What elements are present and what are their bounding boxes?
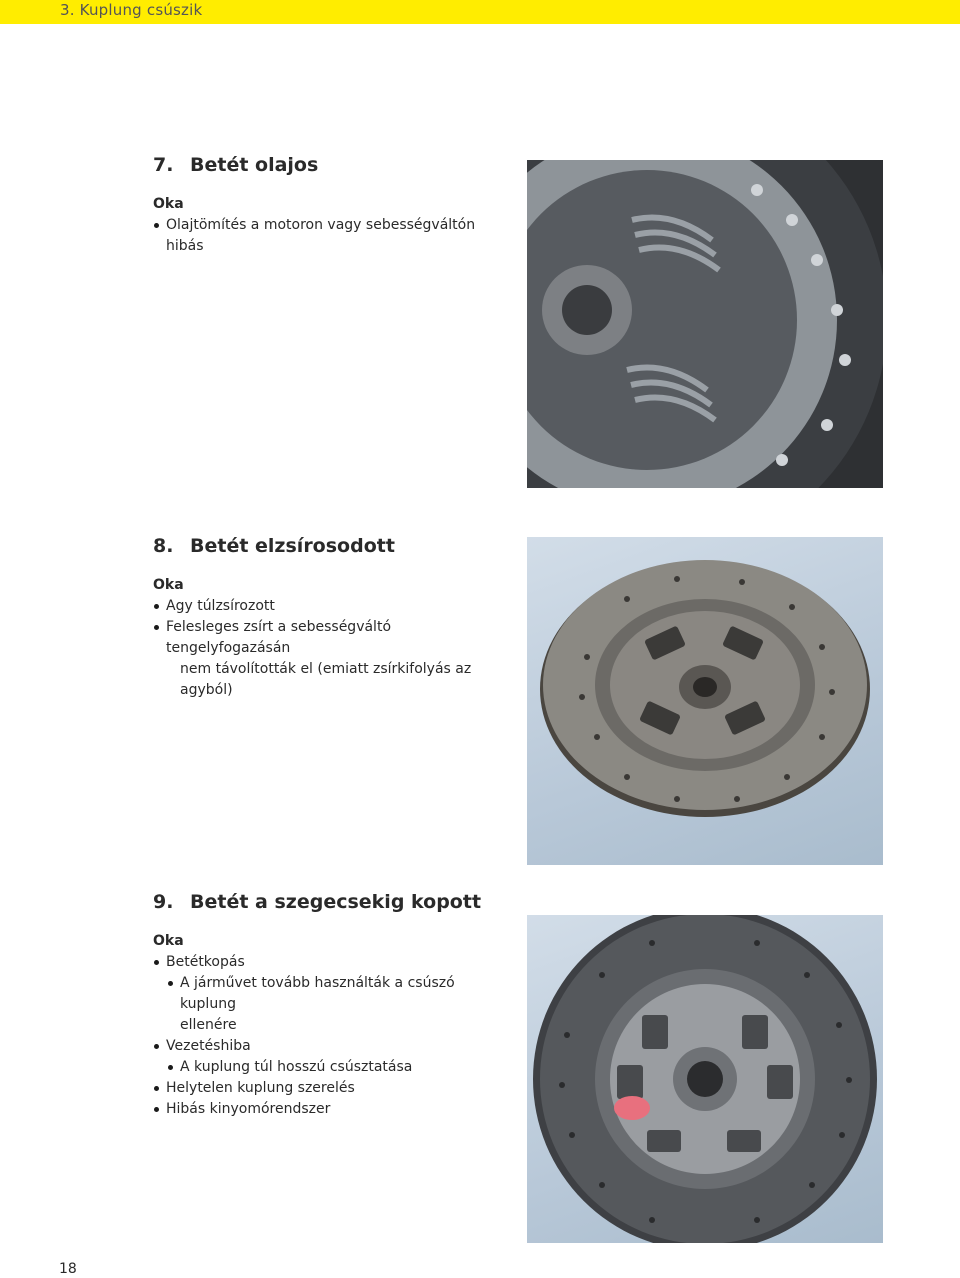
list-item-continuation: nem távolították el (emiatt zsírkifolyás az agyból) xyxy=(180,661,472,698)
cause-list xyxy=(153,596,513,701)
list-item: Agy túlzsírozott xyxy=(153,596,513,617)
list-item: Olajtömítés a motoron vagy sebességváltón hibás xyxy=(153,215,513,257)
header-bar xyxy=(0,0,960,24)
section-heading: Betét olajos xyxy=(190,154,319,176)
section-number: 9. xyxy=(153,891,174,913)
photo-oily-lining xyxy=(527,160,883,488)
section-7 xyxy=(153,153,513,257)
section-8 xyxy=(153,534,513,701)
cause-list xyxy=(153,952,513,1120)
page-number: 18 xyxy=(59,1261,77,1277)
cause-label: Oka xyxy=(153,196,184,212)
cause-label: Oka xyxy=(153,577,184,593)
chapter-title: 3. Kuplung csúszik xyxy=(60,1,203,19)
list-subitem: A kuplung túl hosszú csúsztatása xyxy=(153,1057,513,1078)
photo-worn-lining xyxy=(527,915,883,1243)
clutch-disc-photo-8 xyxy=(527,537,883,865)
section-heading: Betét elzsírosodott xyxy=(190,535,395,557)
section-number: 7. xyxy=(153,154,174,176)
list-item-continuation: ellenére xyxy=(180,1017,237,1033)
section-number: 8. xyxy=(153,535,174,557)
section-9 xyxy=(153,890,513,1120)
cause-list xyxy=(153,215,513,257)
section-title xyxy=(153,890,513,914)
list-item: Betétkopás xyxy=(153,952,513,973)
list-item: Helytelen kuplung szerelés xyxy=(153,1078,513,1099)
list-item: Vezetéshiba xyxy=(153,1036,513,1057)
list-item: Hibás kinyomórendszer xyxy=(153,1099,513,1120)
list-item: Felesleges zsírt a sebességváltó tengelyfogazásán xyxy=(153,617,513,659)
photo-greasy-lining xyxy=(527,537,883,865)
cause-label: Oka xyxy=(153,933,184,949)
section-heading: Betét a szegecsekig kopott xyxy=(190,891,482,913)
section-title xyxy=(153,153,513,177)
clutch-disc-photo-7 xyxy=(527,160,883,488)
list-subitem: A járművet tovább használták a csúszó kuplung xyxy=(153,973,513,1015)
section-title xyxy=(153,534,513,558)
clutch-disc-photo-9 xyxy=(527,915,883,1243)
